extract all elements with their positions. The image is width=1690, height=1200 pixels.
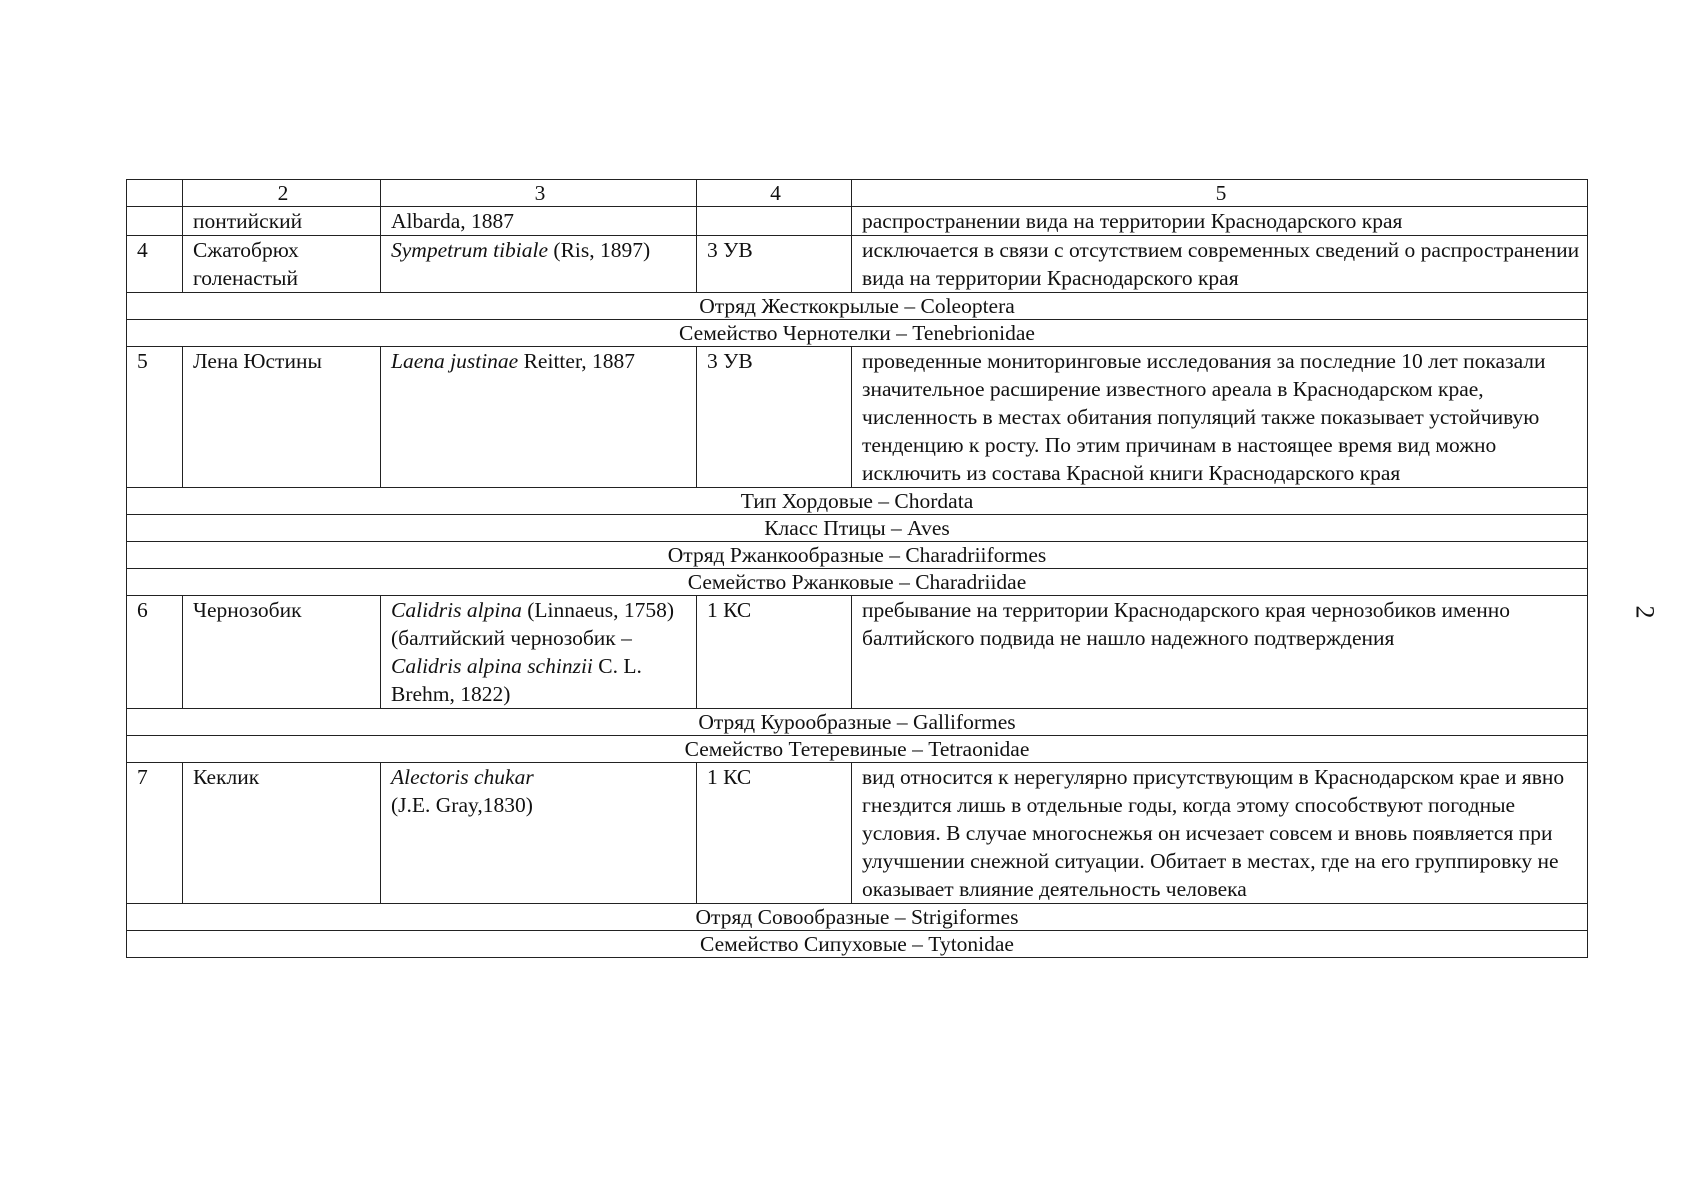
latin-name	[381, 596, 697, 709]
taxon-heading-row	[127, 709, 1588, 736]
exclusion-reason: пребывание на территории Краснодарского края чернозобиков именно балтийского подвида не нашло надежного подтверждения	[852, 596, 1588, 709]
species-table	[126, 179, 1588, 958]
latin-name: Albarda, 1887	[381, 207, 697, 236]
latin-name	[381, 236, 697, 293]
taxon-heading: Семейство Ржанковые – Charadriidae	[127, 569, 1588, 596]
row-number: 5	[127, 347, 183, 488]
taxon-heading-row	[127, 931, 1588, 958]
latin-subspecies-author: C. L. Brehm, 1822)	[391, 654, 642, 706]
taxon-heading-row	[127, 515, 1588, 542]
latin-author: (Ris, 1897)	[548, 238, 651, 262]
category-status: 1 КС	[697, 763, 852, 904]
taxon-heading: Тип Хордовые – Chordata	[127, 488, 1588, 515]
taxon-heading: Отряд Совообразные – Strigiformes	[127, 904, 1588, 931]
species-name: Лена Юстины	[183, 347, 381, 488]
category-status	[697, 207, 852, 236]
row-number: 6	[127, 596, 183, 709]
table-row	[127, 236, 1588, 293]
header-cell-3: 3	[381, 180, 697, 207]
taxon-heading-row	[127, 904, 1588, 931]
latin-author: (J.E. Gray,1830)	[391, 793, 533, 817]
latin-name	[381, 763, 697, 904]
exclusion-reason: распространении вида на территории Краснодарского края	[852, 207, 1588, 236]
category-status: 3 УВ	[697, 236, 852, 293]
latin-name	[381, 347, 697, 488]
table-row	[127, 207, 1588, 236]
row-number: 7	[127, 763, 183, 904]
taxon-heading-row	[127, 320, 1588, 347]
taxon-heading: Семейство Чернотелки – Tenebrionidae	[127, 320, 1588, 347]
species-name: Чернозобик	[183, 596, 381, 709]
latin-author: Reitter, 1887	[518, 349, 635, 373]
table-row	[127, 347, 1588, 488]
latin-binomial: Sympetrum tibiale	[391, 238, 549, 262]
row-number: 4	[127, 236, 183, 293]
taxon-heading: Отряд Ржанкообразные – Charadriiformes	[127, 542, 1588, 569]
latin-subspecies: Calidris alpina schinzii	[391, 654, 593, 678]
header-cell-1	[127, 180, 183, 207]
taxon-heading-row	[127, 736, 1588, 763]
species-name: Сжатобрюх голенастый	[183, 236, 381, 293]
taxon-heading: Отряд Курообразные – Galliformes	[127, 709, 1588, 736]
species-name: понтийский	[183, 207, 381, 236]
header-cell-4: 4	[697, 180, 852, 207]
taxon-heading-row	[127, 569, 1588, 596]
taxon-heading-row	[127, 293, 1588, 320]
taxon-heading: Класс Птицы – Aves	[127, 515, 1588, 542]
taxon-heading: Семейство Тетеревиные – Tetraonidae	[127, 736, 1588, 763]
latin-binomial: Alectoris chukar	[391, 765, 534, 789]
taxon-heading-row	[127, 542, 1588, 569]
exclusion-reason: вид относится к нерегулярно присутствующим в Краснодарском крае и явно гнездится лишь в отдельные годы, когда этому способствуют погодные условия. В случае многоснежья он исчезает совсем и вновь появляется при улучшении снежной ситуации. Обитает в местах, где на его группировку не оказывает влияние деятельность человека	[852, 763, 1588, 904]
header-cell-5: 5	[852, 180, 1588, 207]
table-row	[127, 596, 1588, 709]
latin-binomial: Laena justinae	[391, 349, 519, 373]
exclusion-reason: исключается в связи с отсутствием современных сведений о распространении вида на территории Краснодарского края	[852, 236, 1588, 293]
latin-author: (Linnaeus, 1758) (балтийский чернозобик –	[391, 598, 675, 650]
taxon-heading: Семейство Сипуховые – Tytonidae	[127, 931, 1588, 958]
category-status: 1 КС	[697, 596, 852, 709]
table-header-row	[127, 180, 1588, 207]
category-status: 3 УВ	[697, 347, 852, 488]
species-name: Кеклик	[183, 763, 381, 904]
page-number: 2	[1630, 605, 1660, 619]
row-number	[127, 207, 183, 236]
header-cell-2: 2	[183, 180, 381, 207]
table-row	[127, 763, 1588, 904]
taxon-heading-row	[127, 488, 1588, 515]
latin-binomial: Calidris alpina	[391, 598, 522, 622]
exclusion-reason: проведенные мониторинговые исследования за последние 10 лет показали значительное расширение известного ареала в Краснодарском крае, численность в местах обитания популяций также показывает устойчивую тенденцию к росту. По этим причинам в настоящее время вид можно исключить из состава Красной книги Краснодарского края	[852, 347, 1588, 488]
taxon-heading: Отряд Жесткокрылые – Coleoptera	[127, 293, 1588, 320]
